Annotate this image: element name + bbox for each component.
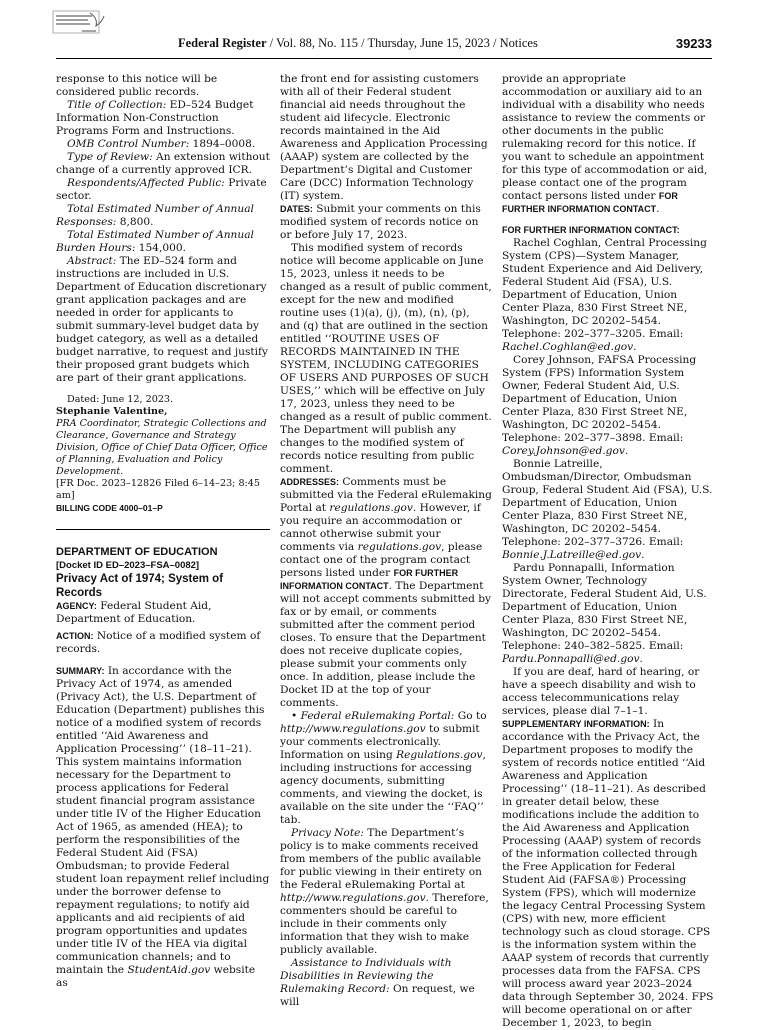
agency-heading: DEPARTMENT OF EDUCATION [56, 546, 218, 558]
text-run: . [641, 549, 645, 561]
paragraph [56, 203, 270, 229]
website-name: Regulations.gov [396, 749, 483, 761]
field-label: Type of Review: [67, 151, 153, 163]
docket-id: [Docket ID ED–2023–FSA–0082] [56, 560, 200, 571]
signer-name: Stephanie Valentine, [56, 406, 168, 417]
contact-paragraph [502, 354, 714, 458]
paragraph [56, 99, 270, 138]
text-run: In accordance with the Privacy Act, the Department proposes to modify the system of records notice entitled ‘‘Aid Awareness and Application Processing’’ (18–11–21). As described in greater detail below, these modifications include the addition to the Aid Awareness and Application Processing (AAAP) system of records of the information collected through the Free Application for Federal Student Aid (FAFSA®) Processing System (FPS), which will modernize the legacy Central Processing System (CPS) with new, more efficient technology such as cloud storage. CPS is the information system within the AAAP system of records that currently processes data from the FAFSA. CPS will process award year 2023–2024 data through September 30, 2024. FPS will become operational on or after December 1, 2023, to begin [502, 718, 714, 1029]
website-name: StudentAid.gov [127, 964, 211, 976]
field-value: Notice of a modified system of records. [56, 630, 261, 655]
text-run: . [633, 341, 637, 353]
text-run: . [656, 203, 660, 215]
column-3 [502, 73, 714, 1030]
text-run: . The Department will not accept comments submitted by fax or by email, or comments submitted after the comment period closes. To ensure that the Department does not receive duplicate copies, please submit your comments only once. In addition, please include the Docket ID at the top of your comments. [280, 580, 492, 709]
text-run: . [639, 653, 643, 665]
field-value: In accordance with the Privacy Act of 1974, as amended (Privacy Act), the U.S. Department of Education (Department) publishes this notice of a modified system of records entitled ‘‘Aid Awareness and Application Processing’’ (18–11–21). This system maintains information necessary for the Department to process applications for Federal student financial program assistance under title IV of the Higher Education Act of 1965, as amended (HEA); to perform the responsibilities of the Federal Student Aid (FSA) Ombudsman; to provide Federal student loan repayment relief including under the borrower defense to repayment regulations; to notify aid applicants and aid recipients of aid program opportunities and updates under title IV of the HEA via digital communication channels; and to maintain the [56, 665, 270, 976]
field-value: 154,000. [135, 242, 186, 254]
field-label: ACTION: [56, 631, 94, 641]
field-value: Federal Student Aid, Department of Education. [56, 600, 212, 625]
field-label: Privacy Note: [291, 827, 364, 839]
signer-title: PRA Coordinator, Strategic Collections and Clearance, Governance and Strategy Division, Office of Chief Data Officer, Office of Planning, Evaluation and Policy Development. [56, 418, 268, 477]
text-run: to submit your comments electronically. Information on using [280, 723, 480, 761]
text-run: Pardu Ponnapalli, Information System Owner, Technology Directorate, Federal Student Aid, U.S. Department of Education, Union Center Plaza, 830 First Street NE, Washington, DC 20202–5454. Telephone: 240–382–5825. Email: [502, 562, 707, 652]
text-run: , please contact one of the program contact persons listed under [280, 541, 483, 579]
running-head [178, 36, 718, 51]
field-value: Submit your comments on this modified system of records notice on or before July 17, 2023. [280, 203, 481, 241]
field-label: Abstract: [67, 255, 117, 267]
publication-name: Federal Register [178, 36, 267, 50]
field-value: Private sector. [56, 177, 267, 202]
field-label: OMB Control Number: [67, 138, 190, 150]
text-run: . [624, 445, 629, 457]
field-label: SUPPLEMENTARY INFORMATION: [502, 719, 650, 729]
field-label: Assistance to Individuals with Disabilities in Reviewing the Rulemaking Record: [280, 957, 452, 995]
field-label: • Federal eRulemaking Portal: [291, 710, 455, 722]
paragraph [56, 138, 270, 151]
text-run: . Therefore, commenters should be careful to include in their comments only information that they wish to make publicly available. [280, 892, 489, 956]
website-link: http://www.regulations.gov [280, 892, 426, 904]
text-run: Go to [454, 710, 487, 722]
text-run: , including instructions for accessing agency documents, submitting comments, and viewing the docket, is available on the site under the ‘‘FAQ’’ tab. [280, 749, 486, 826]
field-label: Title of Collection: [67, 99, 167, 111]
action-line [56, 630, 270, 656]
website-link: http://www.regulations.gov [280, 723, 426, 735]
field-label: AGENCY: [56, 601, 97, 611]
cross-reference: FOR FURTHER INFORMATION CONTACT [280, 568, 459, 591]
website-name: regulations.gov [357, 541, 442, 553]
paragraph: If you are deaf, hard of hearing, or have a speech disability and wish to access telecommunications relay services, please dial 7–1–1. [502, 666, 700, 717]
contact-paragraph [502, 237, 714, 354]
field-label: SUMMARY: [56, 666, 105, 676]
text-run: Rachel Coghlan, Central Processing System (CPS)—System Manager, Student Experience and Aid Delivery, Federal Student Aid (FSA), U.S. Department of Education, Union Center Plaza, 830 First Street NE, Washington, DC 20202–5454. Telephone: 202–377–3205. Email: [502, 237, 707, 340]
paragraph: This modified system of records notice will become applicable on June 15, 2023, unless it needs to be changed as a result of public comment, except for the new and modified routine uses (1)(a), (j), (m), (n), (p), and (q) that are outlined in the section entitled ‘‘ROUTINE USES OF RECORDS MAINTAINED IN THE SYSTEM, INCLUDING CATEGORIES OF USERS AND PURPOSES OF SUCH USES,’’ which will be effective on July 17, 2023, unless they need to be changed as a result of public comment. The Department will publish any changes to the modified system of records notice resulting from public comment. [280, 242, 492, 475]
assistance-paragraph [280, 957, 492, 1009]
field-value: 8,800. [116, 216, 154, 228]
dates-paragraph [280, 203, 492, 242]
supplementary-paragraph [502, 718, 714, 1030]
page-number: 39233 [675, 36, 712, 51]
document-title: Privacy Act of 1974; System of Records [56, 573, 224, 599]
header-rule [56, 58, 712, 59]
email-address: Bonnie.J.Latreille@ed.gov [502, 549, 642, 561]
paragraph: the front end for assisting customers with all of their Federal student financial aid needs throughout the student aid lifecycle. Electronic records maintained in the Aid Awareness and Application Processing (AAAP) system are collected by the Department’s Digital and Customer Care (DCC) Information Technology (IT) system. [280, 73, 488, 202]
paragraph [502, 73, 714, 216]
text-run: . However, if you require an accommodation or cannot otherwise submit your comments via [280, 502, 481, 553]
email-address: Rachel.Coghlan@ed.gov [502, 341, 634, 353]
dated-line: Dated: June 12, 2023. [67, 394, 174, 405]
field-value: An extension without change of a currently approved ICR. [56, 151, 270, 176]
billing-code: BILLING CODE 4000–01–P [56, 503, 163, 513]
summary-paragraph [56, 665, 270, 990]
email-address: Corey.Johnson@ed.gov [502, 445, 625, 457]
paragraph: response to this notice will be considered public records. [56, 73, 218, 98]
paragraph [56, 151, 270, 177]
field-value: 1894–0008. [189, 138, 256, 150]
addresses-paragraph [280, 476, 492, 710]
text-run: provide an appropriate accommodation or auxiliary aid to an individual with a disability who needs assistance to review the comments or other documents in the public rulemaking record for this notice. If you want to schedule an appointment for this type of accommodation or aid, please contact one of the program contact persons listed under [502, 73, 708, 202]
text-run: Comments must be submitted via the Federal eRulemaking Portal at [280, 476, 492, 514]
paragraph [56, 255, 270, 385]
agency-line [56, 600, 270, 626]
field-label: DATES: [280, 204, 313, 214]
privacy-note-paragraph [280, 827, 492, 957]
issue-info: / Vol. 88, No. 115 / Thursday, June 15, 2023 / Notices [266, 36, 538, 50]
website-name: regulations.gov [329, 502, 413, 514]
paragraph [56, 229, 270, 255]
field-label: ADDRESSES: [280, 477, 340, 487]
column-1 [56, 73, 270, 990]
field-label: Total Estimated Number of Annual Responses: [56, 203, 254, 228]
field-value: website as [56, 964, 256, 989]
contact-heading: FOR FURTHER INFORMATION CONTACT: [502, 225, 680, 235]
paragraph [56, 177, 270, 203]
fr-doc-line: [FR Doc. 2023–12826 Filed 6–14–23; 8:45 am] [56, 478, 260, 501]
contact-paragraph [502, 562, 714, 666]
section-rule [56, 529, 270, 530]
email-address: Pardu.Ponnapalli@ed.gov [502, 653, 640, 665]
field-value: ED–524 Budget Information Non-Construction Programs Form and Instructions. [56, 99, 254, 137]
text-run: On request, we will [280, 983, 475, 1008]
field-label: Respondents/Affected Public: [67, 177, 225, 189]
column-2 [280, 73, 492, 1009]
contact-paragraph [502, 458, 714, 562]
field-value: The ED–524 form and instructions are included in U.S. Department of Education discretionary grant application packages and are needed in order for applicants to submit summary-level budget data by budget category, as well as a detailed budget narrative, to request and justify their proposed grant budgets which are part of their grant applications. [56, 255, 268, 384]
bullet-paragraph [280, 710, 492, 827]
field-label: Total Estimated Number of Annual Burden Hours: [56, 229, 254, 254]
text-run: Corey Johnson, FAFSA Processing System (FPS) Information System Owner, Federal Student Aid, U.S. Department of Education, Union Center Plaza, 830 First Street NE, Washington, DC 20202–5454. Telephone: 202–377–3898. Email: [502, 354, 697, 444]
gpo-authentication-seal-icon [52, 10, 112, 38]
cross-reference: FOR FURTHER INFORMATION CONTACT [502, 191, 678, 214]
text-run: Bonnie Latreille, Ombudsman/Director, Ombudsman Group, Federal Student Aid (FSA), U.S. Department of Education, Union Center Plaza, 830 First Street NE, Washington, DC 20202–5454. Telephone: 202–377–3726. Email: [502, 458, 713, 548]
text-run: The Department’s policy is to make comments received from members of the public available for public viewing in their entirety on the Federal eRulemaking Portal at [280, 827, 482, 891]
